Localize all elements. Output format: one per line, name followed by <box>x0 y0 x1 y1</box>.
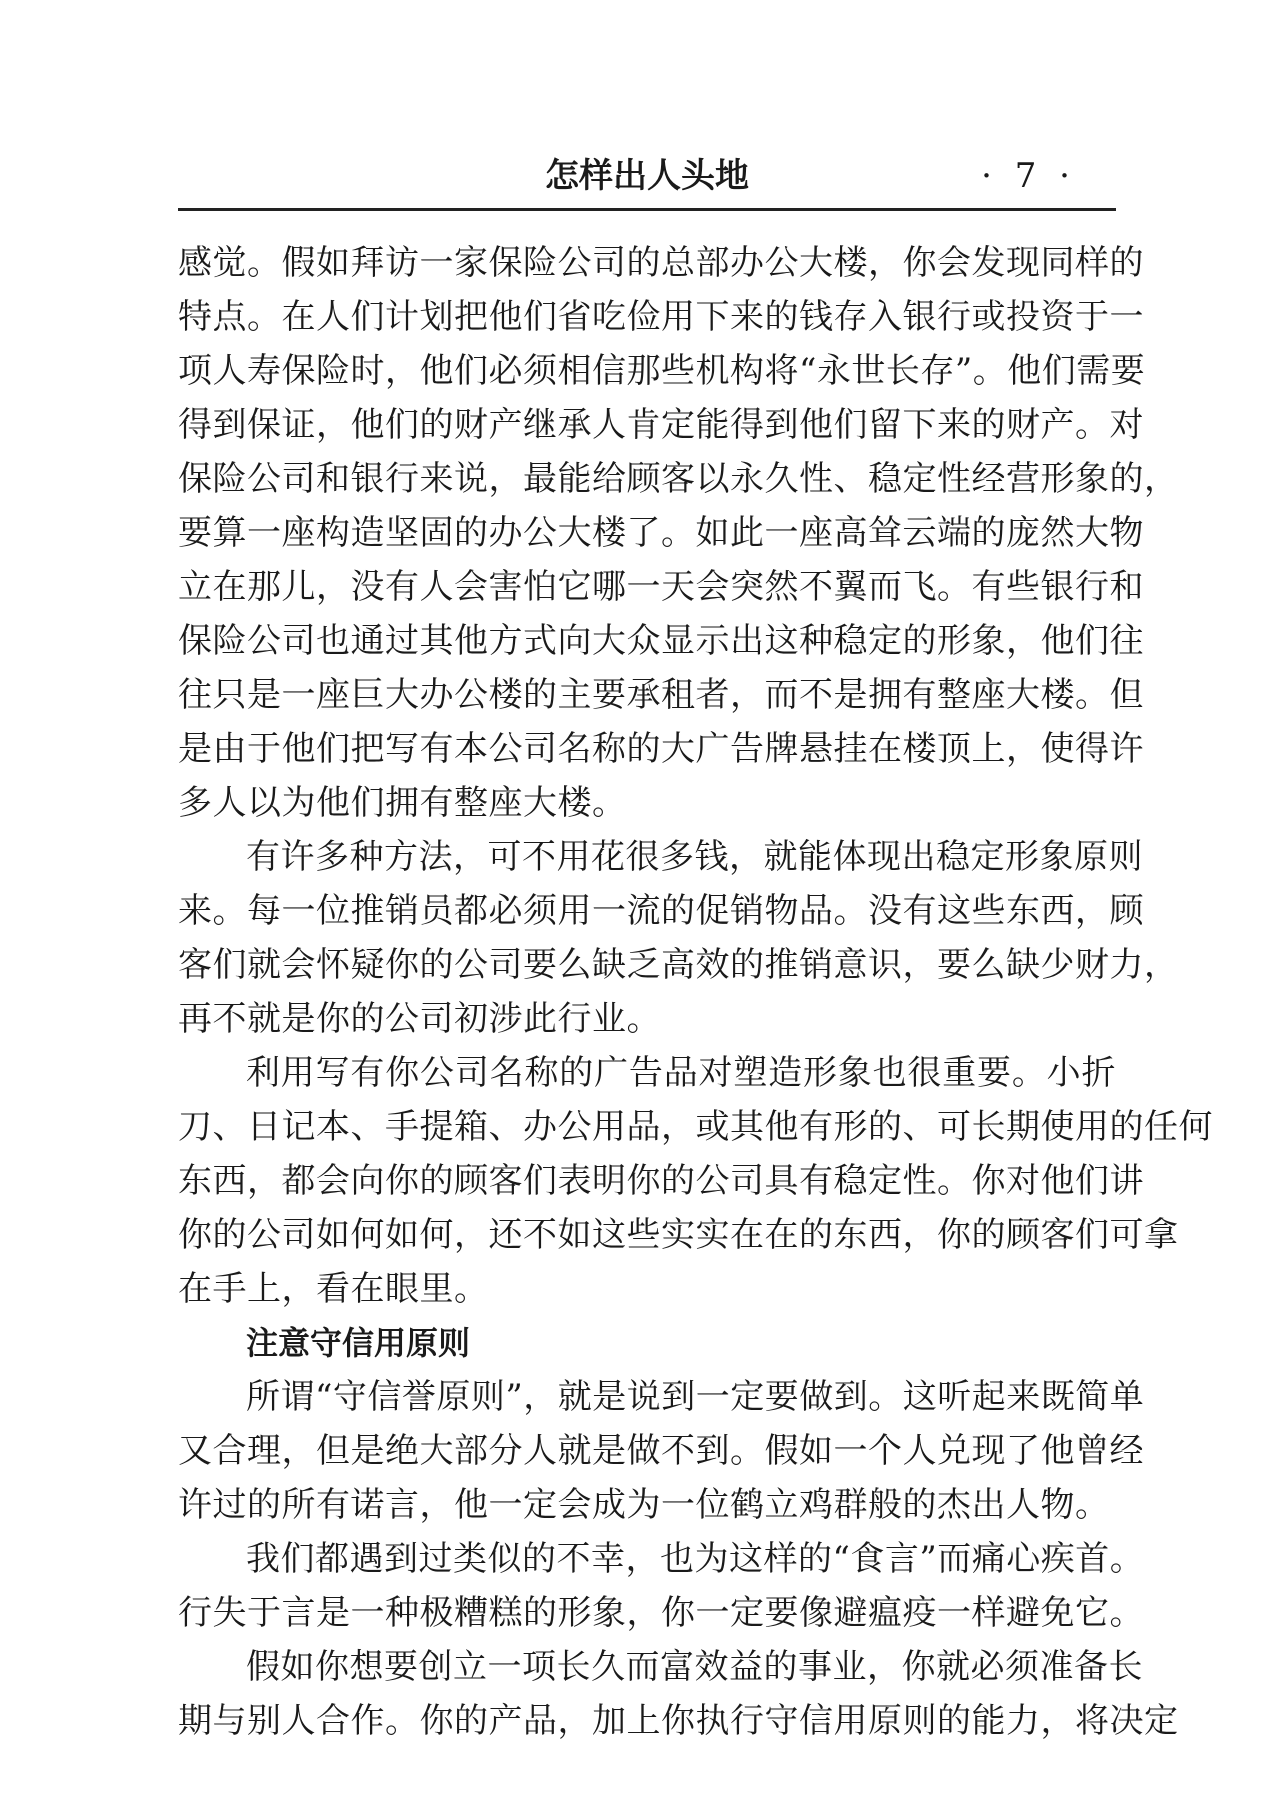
text-line: 得到保证，他们的财产继承人肯定能得到他们留下来的财产。对 <box>178 405 1144 445</box>
text-line: 利用写有你公司名称的广告品对塑造形象也很重要。小折 <box>246 1053 1116 1093</box>
text-line: 保险公司也通过其他方式向大众显示出这种稳定的形象，他们往 <box>178 621 1144 661</box>
section-heading: 注意守信用原则 <box>246 1324 471 1362</box>
body-text <box>178 236 1213 1748</box>
text-line: 东西，都会向你的顾客们表明你的公司具有稳定性。你对他们讲 <box>178 1161 1144 1201</box>
text-line: 感觉。假如拜访一家保险公司的总部办公大楼，你会发现同样的 <box>178 243 1144 283</box>
text-line: 保险公司和银行来说，最能给顾客以永久性、稳定性经营形象的， <box>178 459 1179 499</box>
text-line: 又合理，但是绝大部分人就是做不到。假如一个人兑现了他曾经 <box>178 1431 1144 1471</box>
running-title: 怎样出人头地 <box>545 156 749 196</box>
page-number: · 7 · <box>981 156 1076 196</box>
text-line: 特点。在人们计划把他们省吃俭用下来的钱存入银行或投资于一 <box>178 297 1144 337</box>
text-line: 在手上，看在眼里。 <box>178 1269 489 1309</box>
text-line: 往只是一座巨大办公楼的主要承租者，而不是拥有整座大楼。但 <box>178 675 1144 715</box>
text-line: 所谓“守信誉原则”，就是说到一定要做到。这听起来既简单 <box>246 1377 1145 1417</box>
page-header <box>178 148 1116 204</box>
text-line: 客们就会怀疑你的公司要么缺乏高效的推销意识，要么缺少财力， <box>178 945 1179 985</box>
text-line: 我们都遇到过类似的不幸，也为这样的“食言”而痛心疾首。 <box>246 1539 1145 1579</box>
text-line: 项人寿保险时，他们必须相信那些机构将“永世长存”。他们需要 <box>178 351 1146 391</box>
text-line: 假如你想要创立一项长久而富效益的事业，你就必须准备长 <box>246 1647 1143 1687</box>
text-line: 刀、日记本、手提箱、办公用品，或其他有形的、可长期使用的任何 <box>178 1107 1213 1147</box>
text-line: 立在那儿，没有人会害怕它哪一天会突然不翼而飞。有些银行和 <box>178 567 1144 607</box>
text-line: 来。每一位推销员都必须用一流的促销物品。没有这些东西，顾 <box>178 891 1144 931</box>
text-line: 再不就是你的公司初涉此行业。 <box>178 999 661 1039</box>
text-line: 许过的所有诺言，他一定会成为一位鹤立鸡群般的杰出人物。 <box>178 1485 1110 1525</box>
text-line: 是由于他们把写有本公司名称的大广告牌悬挂在楼顶上，使得许 <box>178 729 1144 769</box>
header-rule <box>178 208 1116 211</box>
text-line: 多人以为他们拥有整座大楼。 <box>178 783 627 823</box>
text-line: 期与别人合作。你的产品，加上你执行守信用原则的能力，将决定 <box>178 1701 1179 1741</box>
text-line: 你的公司如何如何，还不如这些实实在在的东西，你的顾客们可拿 <box>178 1215 1179 1255</box>
text-line: 行失于言是一种极糟糕的形象，你一定要像避瘟疫一样避免它。 <box>178 1593 1144 1633</box>
text-line: 有许多种方法，可不用花很多钱，就能体现出稳定形象原则 <box>246 837 1143 877</box>
text-line: 要算一座构造坚固的办公大楼了。如此一座高耸云端的庞然大物 <box>178 513 1144 553</box>
